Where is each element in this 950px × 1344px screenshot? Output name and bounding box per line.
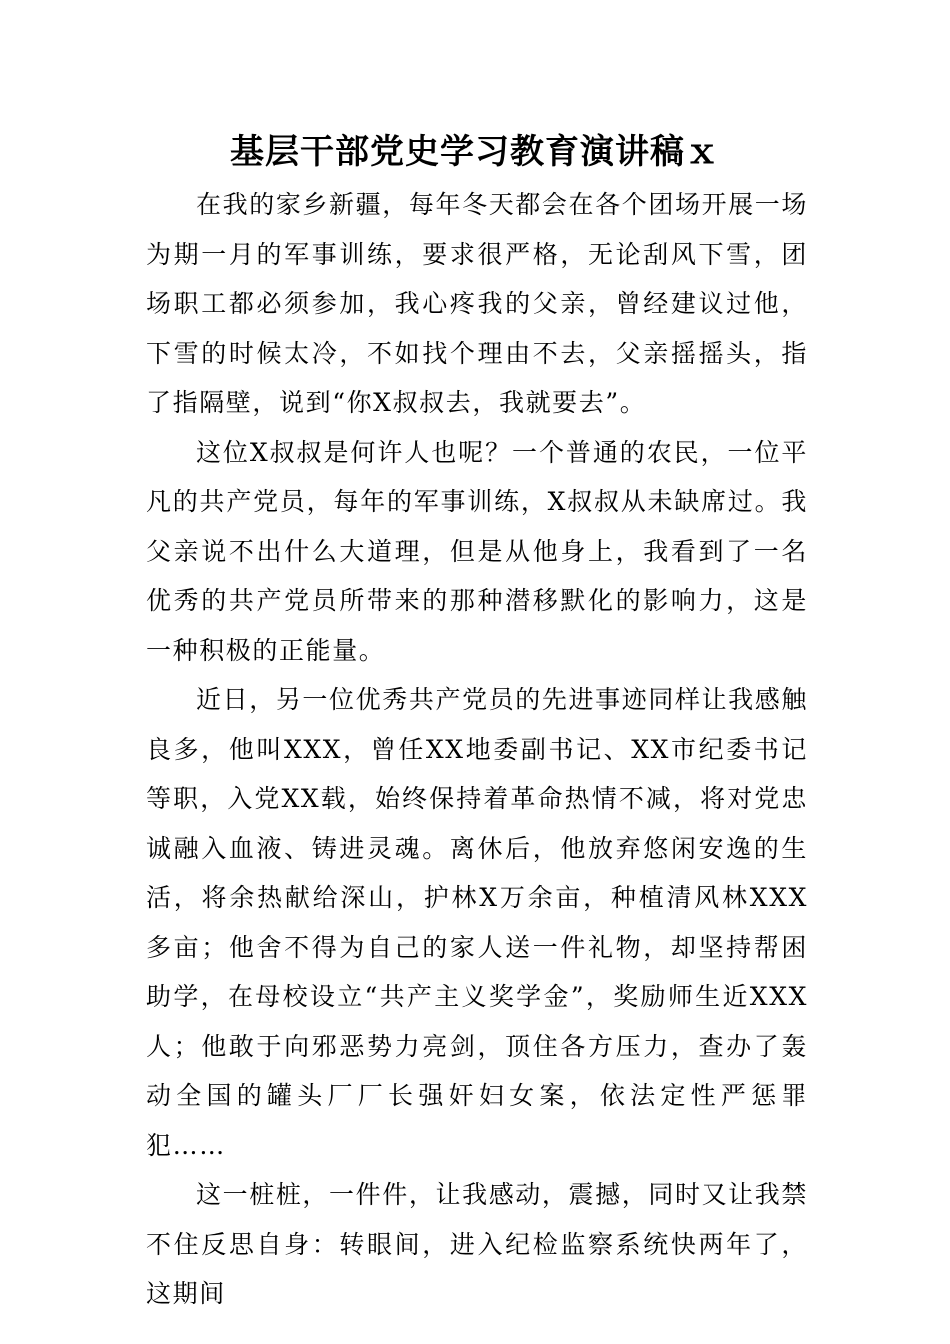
paragraph-1: 在我的家乡新疆，每年冬天都会在各个团场开展一场为期一月的军事训练，要求很严格，无论刮风下雪，团场职工都必须参加，我心疼我的父亲，曾经建议过他，下雪的时候太冷，不如找个理由不去，父亲摇摇头，指了指隔壁，说到“你X叔叔去，我就要去”。 (146, 190, 808, 417)
document-body (146, 180, 808, 1319)
paragraph-3: 近日，另一位优秀共产党员的先进事迹同样让我感触良多，他叫XXX，曾任XX地委副书记、XX市纪委书记等职，入党XX载，始终保持着革命热情不减，将对党忠诚融入血液、铸进灵魂。离休后，他放弃悠闲安逸的生活，将余热献给深山，护林X万余亩，种植清风林XXX多亩；他舍不得为自己的家人送一件礼物，却坚持帮困助学，在母校设立“共产主义奖学金”，奖励师生近XXX人；他敢于向邪恶势力亮剑，顶住各方压力，查办了轰动全国的罐头厂厂长强奸妇女案，依法定性严惩罪犯…… (146, 685, 808, 1160)
document-title: 基层干部党史学习教育演讲稿ｘ (230, 132, 720, 172)
paragraph-4: 这一桩桩，一件件，让我感动，震撼，同时又让我禁不住反思自身：转眼间，进入纪检监察系统快两年了，这期间 (146, 1180, 808, 1308)
paragraph-2: 这位X叔叔是何许人也呢？一个普通的农民，一位平凡的共产党员，每年的军事训练，X叔叔从未缺席过。我父亲说不出什么大道理，但是从他身上，我看到了一名优秀的共产党员所带来的那种潜移默化的影响力，这是一种积极的正能量。 (146, 437, 808, 665)
